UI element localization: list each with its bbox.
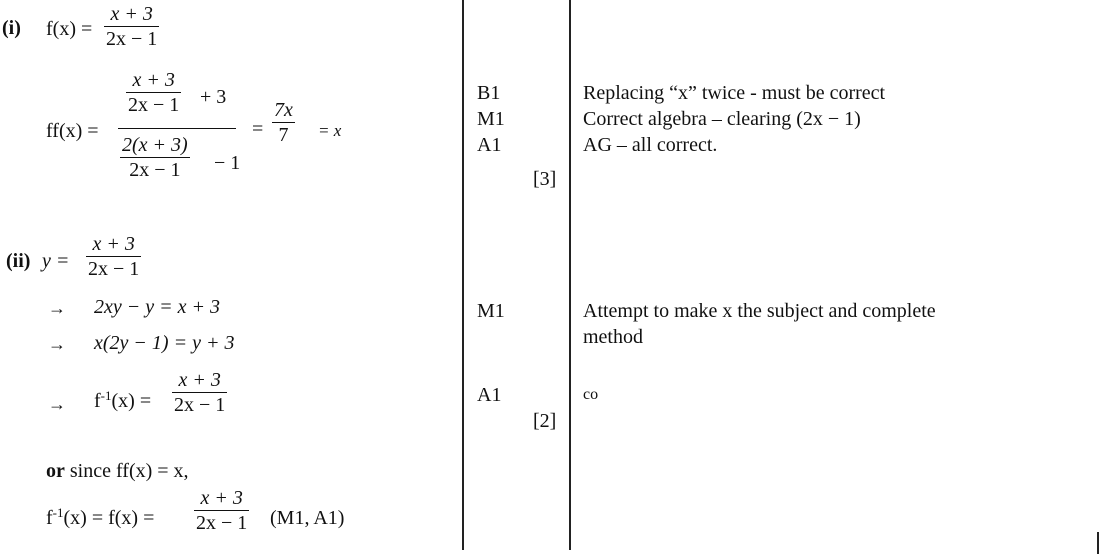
column-divider-right [569,0,571,550]
column-divider-edge [1097,532,1099,554]
arrow-icon: → [48,394,66,414]
arrow-icon: → [48,298,66,318]
guidance-co: co [583,386,599,403]
mark-m1: M1 [477,108,505,130]
guidance-line: AG – all correct. [583,134,718,156]
mark-a1: A1 [477,134,502,156]
guidance-line: method [583,326,643,348]
column-divider-left [462,0,464,550]
equals-x: = x [318,121,342,140]
finverse-lhs: $f^{-1}(x)$ = [94,388,152,412]
ff-top-fraction: x + 3 2x − 1 [128,69,180,117]
alternative-fraction: x + 3 2x − 1 [196,487,248,535]
guidance-line: Correct algebra – clearing (2x − 1) [583,108,861,130]
y-fraction: x + 3 2x − 1 [88,233,140,281]
arrow-icon: → [48,334,66,354]
part-i-total: [3] [533,168,557,190]
guidance-line: Attempt to make x the subject and complete [583,300,936,322]
y-lhs: y = [42,250,70,272]
part-ii-total: [2] [533,410,557,432]
part-ii-label: (ii) [6,250,31,272]
mark-a1-ii: A1 [477,384,502,406]
ff-bottom-fraction: 2(x + 3) 2x − 1 [122,134,188,182]
mark-b1: B1 [477,82,501,104]
plus-three: + 3 [200,86,227,108]
minus-one: − 1 [214,152,241,174]
part-i-label: (i) [2,17,21,39]
alternative-lhs: $f^{-1}(x) = f(x)$ = [46,505,155,529]
alternative-intro: or since ff(x) = x, [46,460,189,482]
f-definition-lhs: f(x) = [46,18,93,40]
step-two: x(2y − 1) = y + 3 [94,332,235,354]
equals-sign: = [252,118,264,140]
alternative-marks: (M1, A1) [270,507,345,529]
ff-lhs: ff(x) = [46,120,99,142]
ff-main-fraction-bar [118,128,236,129]
guidance-line: Replacing “x” twice - must be correct [583,82,886,104]
fraction-denominator: 2x − 1 [106,28,158,51]
finverse-fraction: x + 3 2x − 1 [174,369,226,417]
f-definition-fraction [104,2,159,51]
step-one: 2xy − y = x + 3 [94,296,220,318]
seven-x-over-seven: 7x 7 [274,99,293,147]
mark-m1-ii: M1 [477,300,505,322]
fraction-numerator: x + 3 [110,3,153,25]
